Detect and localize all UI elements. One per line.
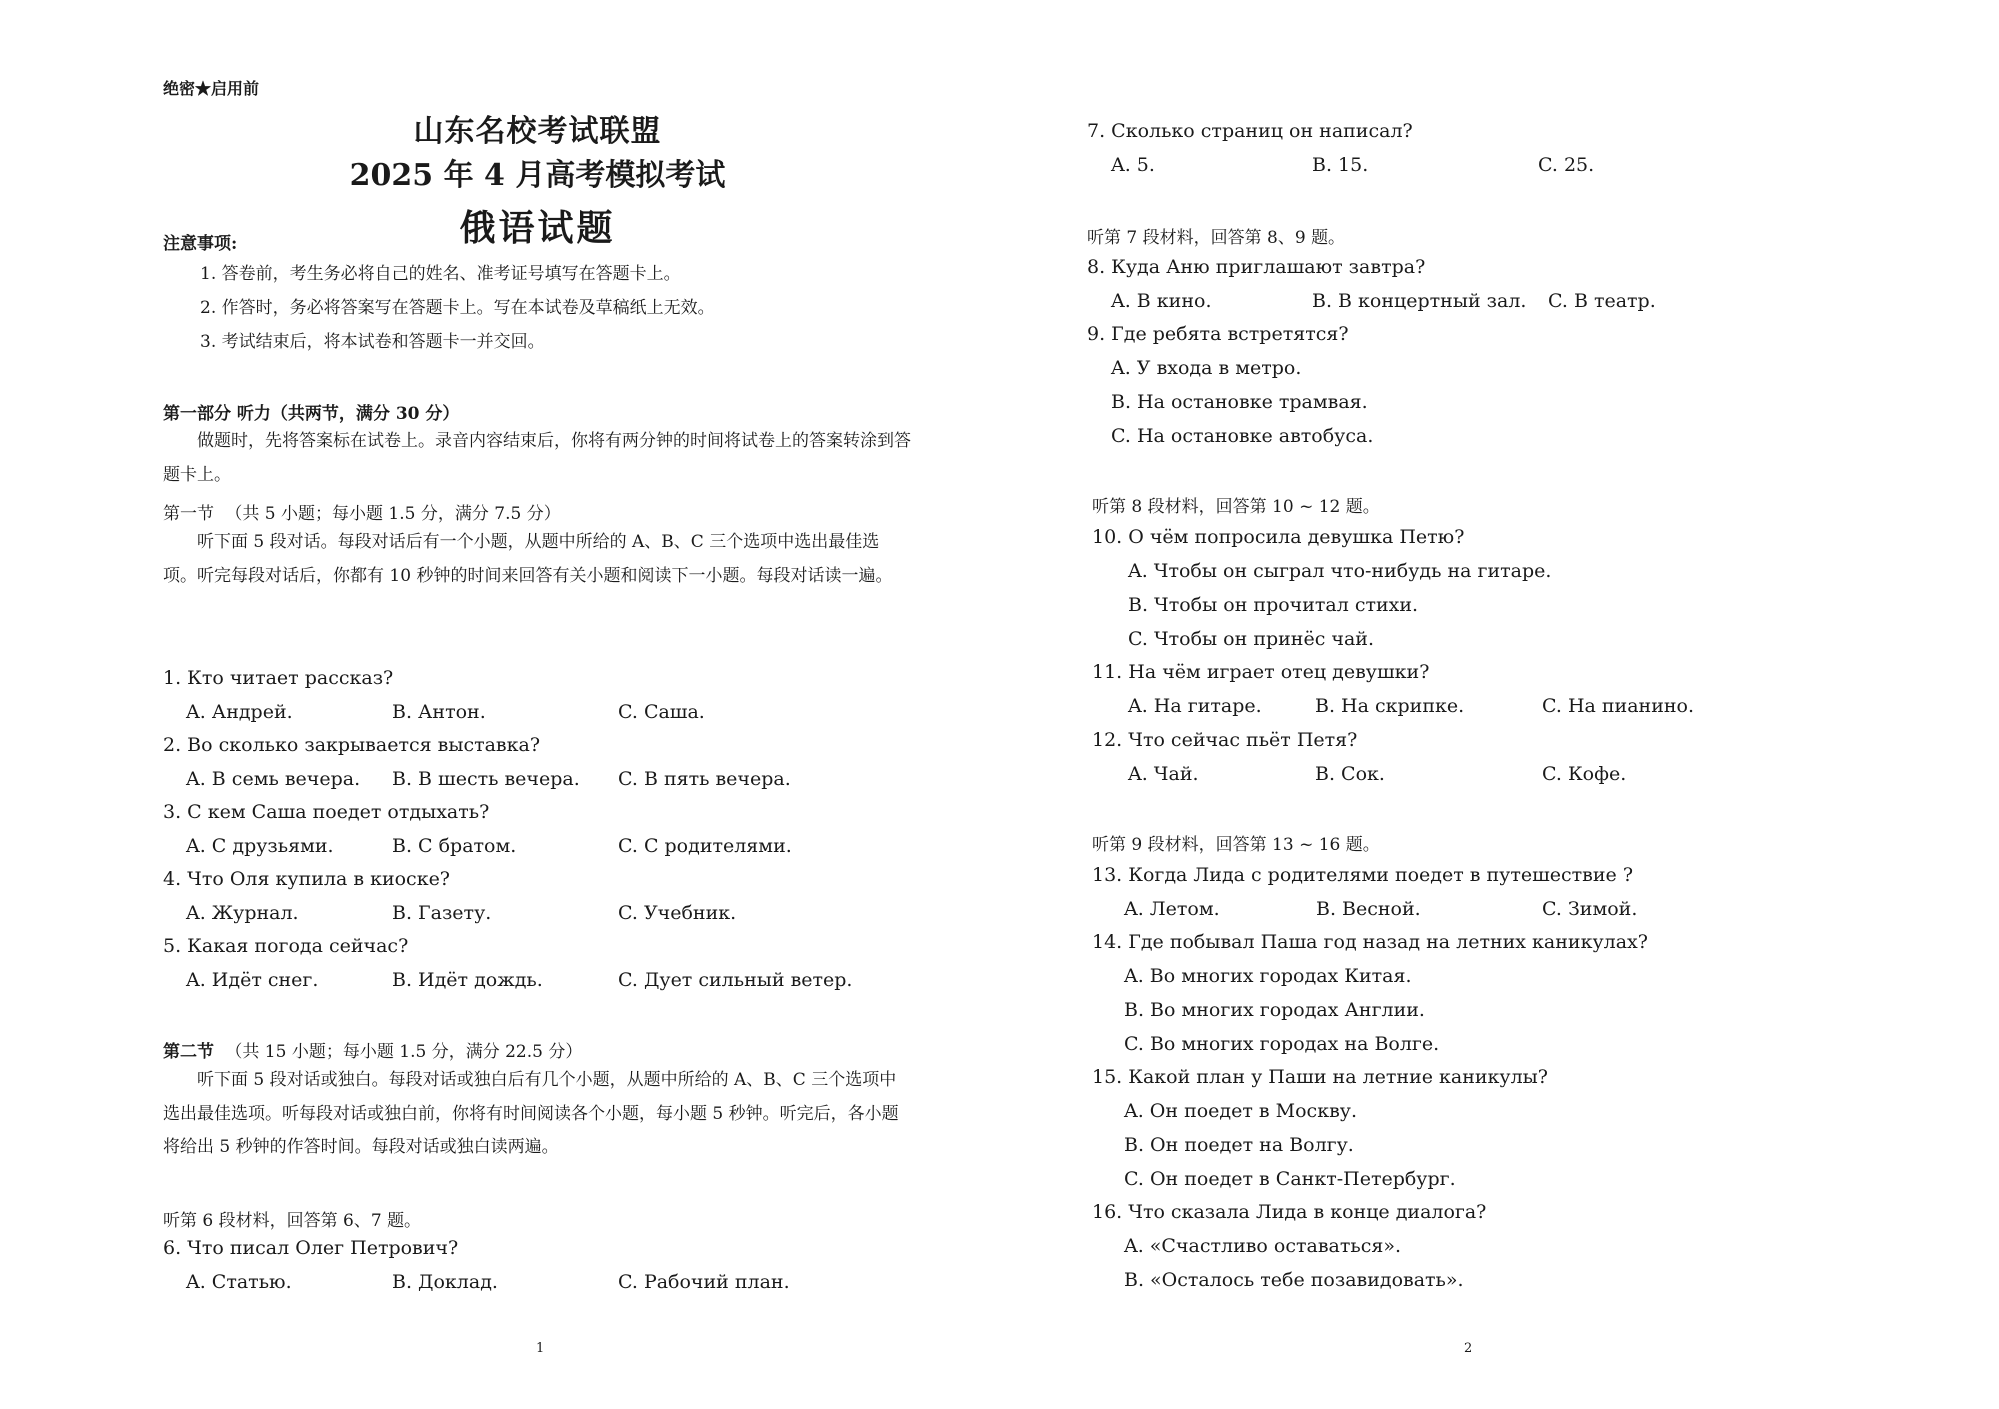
q1-option-c: C. Саша.	[618, 701, 705, 723]
material-6-instruction: 听第 6 段材料，回答第 6、7 题。	[163, 1211, 422, 1231]
question-14: 14. Где побывал Паша год назад на летних каникулах?	[1092, 931, 1648, 953]
q6-option-c: C. Рабочий план.	[618, 1271, 790, 1293]
page-number-1: 1	[536, 1341, 545, 1356]
q15-option-a: A. Он поедет в Москву.	[1124, 1100, 1357, 1122]
q10-option-b: B. Чтобы он прочитал стихи.	[1128, 594, 1419, 616]
q8-option-c: C. В театр.	[1548, 290, 1656, 312]
question-1: 1. Кто читает рассказ?	[163, 667, 394, 689]
q6-option-b: B. Доклад.	[392, 1271, 498, 1293]
question-2: 2. Во сколько закрывается выставка?	[163, 734, 541, 756]
q4-option-c: C. Учебник.	[618, 902, 737, 924]
notice-heading: 注意事项:	[163, 234, 238, 254]
material-9-instruction: 听第 9 段材料，回答第 13 ~ 16 题。	[1092, 835, 1380, 855]
notice-item: 2. 作答时，务必将答案写在答题卡上。写在本试卷及草稿纸上无效。	[200, 298, 715, 318]
section1-title: 第一节	[163, 504, 214, 524]
secret-label: 绝密★启用前	[163, 79, 260, 98]
question-16: 16. Что сказала Лида в конце диалога?	[1092, 1201, 1487, 1223]
material-7-instruction: 听第 7 段材料，回答第 8、9 题。	[1087, 228, 1346, 248]
q11-option-a: A. На гитаре.	[1128, 695, 1262, 717]
question-11: 11. На чём играет отец девушки?	[1092, 661, 1430, 683]
q15-option-b: B. Он поедет на Волгу.	[1124, 1134, 1354, 1156]
section2-info: （共 15 小题；每小题 1.5 分，满分 22.5 分）	[225, 1042, 583, 1062]
notice-item: 3. 考试结束后，将本试卷和答题卡一并交回。	[200, 332, 545, 352]
q11-option-c: C. На пианино.	[1542, 695, 1694, 717]
q7-option-b: B. 15.	[1312, 154, 1369, 176]
q13-option-b: B. Весной.	[1316, 898, 1421, 920]
page-right	[1000, 0, 1999, 1409]
q2-option-c: C. В пять вечера.	[618, 768, 791, 790]
q3-option-b: B. С братом.	[392, 835, 517, 857]
q10-option-c: C. Чтобы он принёс чай.	[1128, 628, 1374, 650]
material-8-instruction: 听第 8 段材料，回答第 10 ~ 12 题。	[1092, 497, 1380, 517]
q9-option-c: C. На остановке автобуса.	[1111, 425, 1374, 447]
q10-option-a: A. Чтобы он сыграл что-нибудь на гитаре.	[1128, 560, 1552, 582]
question-6: 6. Что писал Олег Петрович?	[163, 1237, 459, 1259]
q13-option-c: C. Зимой.	[1542, 898, 1638, 920]
q14-option-a: A. Во многих городах Китая.	[1124, 965, 1412, 987]
q5-option-c: C. Дует сильный ветер.	[618, 969, 853, 991]
question-8: 8. Куда Аню приглашают завтра?	[1087, 256, 1426, 278]
q12-option-c: C. Кофе.	[1542, 763, 1627, 785]
q16-option-a: A. «Счастливо оставаться».	[1124, 1235, 1402, 1257]
q2-option-b: B. В шесть вечера.	[392, 768, 580, 790]
part1-heading: 第一部分 听力（共两节，满分 30 分）	[163, 404, 460, 424]
q8-option-a: A. В кино.	[1111, 290, 1212, 312]
question-9: 9. Где ребята встретятся?	[1087, 323, 1349, 345]
question-4: 4. Что Оля купила в киоске?	[163, 868, 450, 890]
section1-heading	[163, 499, 561, 524]
q13-option-a: A. Летом.	[1124, 898, 1220, 920]
q5-option-a: A. Идёт снег.	[186, 969, 319, 991]
q5-option-b: B. Идёт дождь.	[392, 969, 543, 991]
question-5: 5. Какая погода сейчас?	[163, 935, 409, 957]
question-3: 3. С кем Саша поедет отдыхать?	[163, 801, 490, 823]
q4-option-a: A. Журнал.	[186, 902, 299, 924]
q3-option-c: C. С родителями.	[618, 835, 792, 857]
exam-title-line1: 山东名校考试联盟	[413, 114, 662, 149]
q9-option-a: A. У входа в метро.	[1111, 357, 1302, 379]
q16-option-b: B. «Осталось тебе позавидовать».	[1124, 1269, 1464, 1291]
q12-option-b: B. Сок.	[1315, 763, 1385, 785]
question-12: 12. Что сейчас пьёт Петя?	[1092, 729, 1358, 751]
q8-option-b: B. В концертный зал.	[1312, 290, 1527, 312]
q1-option-a: A. Андрей.	[186, 701, 293, 723]
q1-option-b: B. Антон.	[392, 701, 486, 723]
section1-info: （共 5 小题；每小题 1.5 分，满分 7.5 分）	[225, 504, 561, 524]
section2-text: 听下面 5 段对话或独白。每段对话或独白后有几个小题，从题中所给的 A、B、C 三个选项中选出最佳选项。听每段对话或独白前，你将有时间阅读各个小题，每小题 5 秒钟。听完后，各小题将给出 5 秒钟的作答时间。每段对话或独白读两遍。	[163, 1070, 899, 1157]
part1-instructions: 做题时，先将答案标在试卷上。录音内容结束后，你将有两分钟的时间将试卷上的答案转涂到答题卡上。	[163, 431, 911, 485]
q15-option-c: C. Он поедет в Санкт-Петербург.	[1124, 1168, 1456, 1190]
q9-option-b: B. На остановке трамвая.	[1111, 391, 1368, 413]
section1-text: 听下面 5 段对话。每段对话后有一个小题，从题中所给的 A、B、C 三个选项中选出最佳选项。听完每段对话后，你都有 10 秒钟的时间来回答有关小题和阅读下一小题。每段对话读一遍。	[163, 532, 893, 586]
q12-option-a: A. Чай.	[1128, 763, 1199, 785]
q2-option-a: A. В семь вечера.	[186, 768, 361, 790]
question-15: 15. Какой план у Паши на летние каникулы?	[1092, 1066, 1548, 1088]
exam-title-subject: 俄语试题	[459, 207, 616, 249]
section2-title: 第二节	[163, 1042, 214, 1062]
notice-list	[200, 261, 715, 363]
q11-option-b: B. На скрипке.	[1315, 695, 1465, 717]
q3-option-a: A. С друзьями.	[186, 835, 334, 857]
q14-option-b: B. Во многих городах Англии.	[1124, 999, 1425, 1021]
q6-option-a: A. Статью.	[186, 1271, 292, 1293]
q14-option-c: C. Во многих городах на Волге.	[1124, 1033, 1440, 1055]
question-7: 7. Сколько страниц он написал?	[1087, 120, 1413, 142]
q4-option-b: B. Газету.	[392, 902, 492, 924]
question-13: 13. Когда Лида с родителями поедет в путешествие ?	[1092, 864, 1634, 886]
page-number-2: 2	[1464, 1341, 1473, 1356]
section2-heading	[163, 1037, 582, 1062]
notice-item: 1. 答卷前，考生务必将自己的姓名、准考证号填写在答题卡上。	[200, 264, 681, 284]
question-10: 10. О чём попросила девушка Петю?	[1092, 526, 1465, 548]
q7-option-c: C. 25.	[1538, 154, 1595, 176]
q7-option-a: A. 5.	[1111, 154, 1155, 176]
exam-title-line2: 2025 年 4 月高考模拟考试	[349, 158, 726, 193]
